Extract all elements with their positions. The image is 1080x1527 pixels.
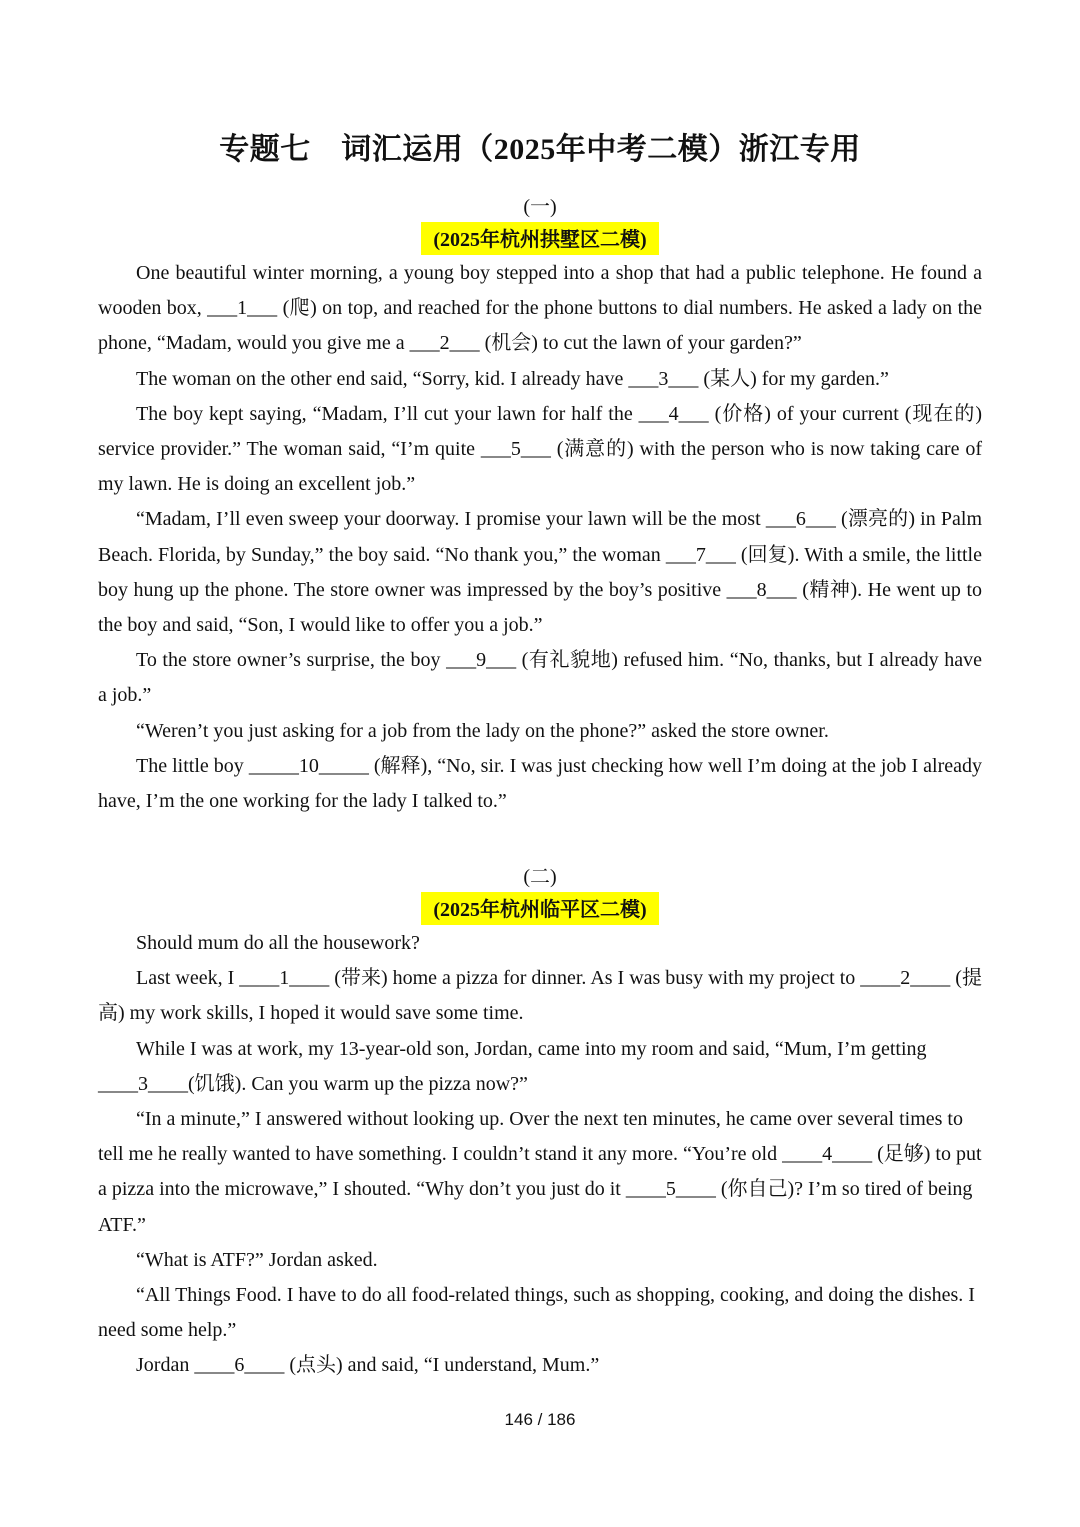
- section-2-number: (二): [523, 866, 557, 888]
- page-title: 专题七 词汇运用（2025年中考二模）浙江专用: [219, 133, 861, 166]
- section-1-passage: [98, 256, 982, 819]
- section-1-paragraph: “Madam, I’ll even sweep your doorway. I promise your lawn will be the most ___6___ (漂亮的) in Palm Beach. Florida, by Sunday,” the boy said. “No thank you,” the woman ___7___ (回复). With a smile, the little boy hung up the phone. The store owner was impressed by the boy’s positive ___8___ (精神). He went up to the boy and said, “Son, I would like to offer you a job.”: [98, 508, 982, 637]
- section-1-paragraph: To the store owner’s surprise, the boy ___9___ (有礼貌地) refused him. “No, thanks, but I already have a job.”: [98, 649, 982, 707]
- section-1-paragraph: The boy kept saying, “Madam, I’ll cut your lawn for half the ___4___ (价格) of your current (现在的) service provider.” The woman said, “I’m quite ___5___ (满意的) with the person who is now taking care of my lawn. He is doing an excellent job.”: [98, 402, 982, 496]
- section-2-paragraph: “What is ATF?” Jordan asked.: [136, 1248, 378, 1271]
- section-1-number: (一): [523, 196, 557, 218]
- section-2-passage: [98, 926, 982, 1384]
- section-1-paragraph: The little boy _____10_____ (解释), “No, sir. I was just checking how well I’m doing at the job I already have, I’m the one working for the lady I talked to.”: [98, 754, 982, 813]
- section-2-paragraph: Should mum do all the housework?: [136, 932, 420, 954]
- section-2-paragraph: Jordan ____6____ (点头) and said, “I understand, Mum.”: [136, 1354, 600, 1377]
- page-indicator: 146 / 186: [504, 1410, 576, 1429]
- section-2-paragraph: While I was at work, my 13-year-old son, Jordan, came into my room and said, “Mum, I’m getting ____3____(饥饿). Can you warm up the pizza now?”: [98, 1037, 927, 1095]
- section-2-tag-wrap: [0, 892, 1080, 925]
- section-1-paragraph: The woman on the other end said, “Sorry, kid. I already have ___3___ (某人) for my garden.”: [136, 367, 889, 390]
- section-1-paragraph: “Weren’t you just asking for a job from the lady on the phone?” asked the store owner.: [136, 719, 829, 742]
- section-1-paragraph: One beautiful winter morning, a young boy stepped into a shop that had a public telephone. He found a wooden box, ___1___ (爬) on top, and reached for the phone buttons to dial numbers. He asked a lady on the phone, “Madam, would you give me a ___2___ (机会) to cut the lawn of your garden?”: [98, 262, 982, 355]
- section-2-paragraph: “All Things Food. I have to do all food-related things, such as shopping, cooking, and doing the dishes. I need some help.”: [98, 1284, 975, 1342]
- section-2-paragraph: Last week, I ____1____ (带来) home a pizza for dinner. As I was busy with my project to ____2____ (提高) my work skills, I hoped it would save some time.: [98, 967, 982, 1025]
- section-2-paragraph: “In a minute,” I answered without looking up. Over the next ten minutes, he came over several times to tell me he really wanted to have something. I couldn’t stand it any more. “You’re old ____4____ (足够) to put a pizza into the microwave,” I shouted. “Why don’t you just do it ____5____ (你自己)? I’m so tired of being ATF.”: [98, 1108, 982, 1236]
- section-1-tag-wrap: [0, 222, 1080, 255]
- section-2-tag: (2025年杭州临平区二模): [421, 892, 658, 925]
- section-1-tag: (2025年杭州拱墅区二模): [421, 222, 658, 255]
